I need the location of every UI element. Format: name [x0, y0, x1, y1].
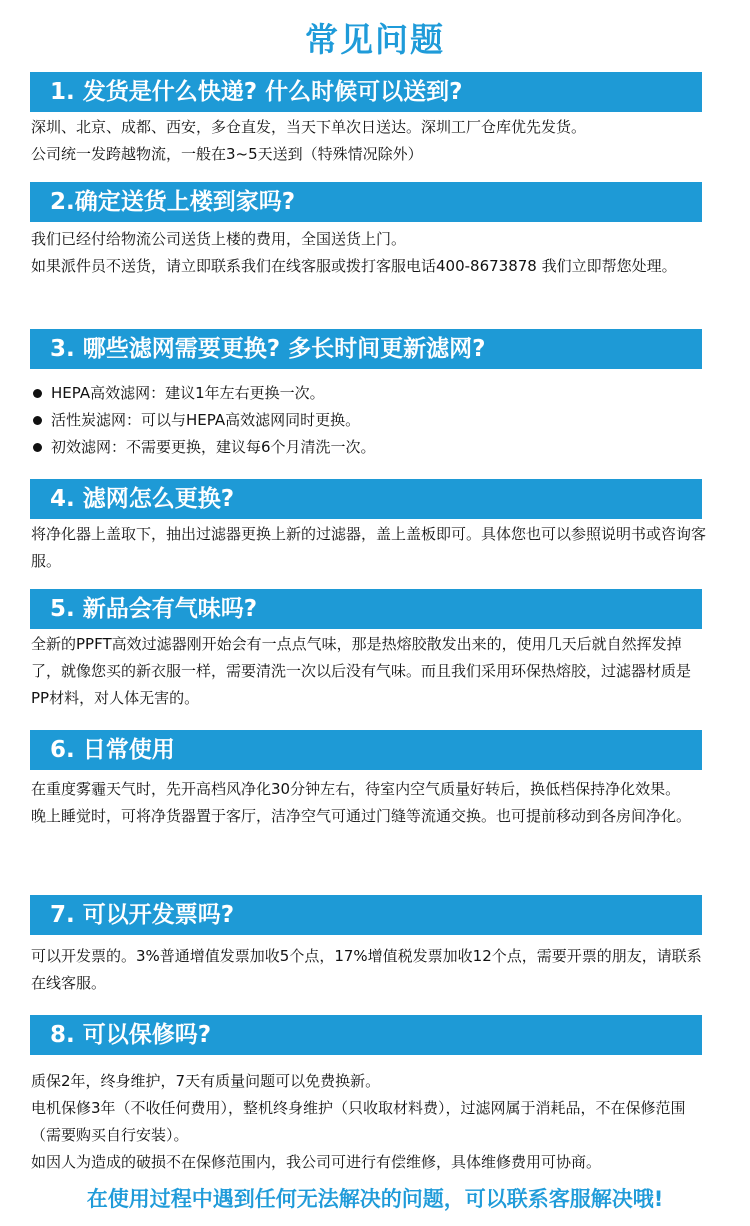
filter-item-text: 活性炭滤网：可以与HEPA高效滤网同时更换。 [51, 411, 361, 429]
faq-4-line-1: 将净化器上盖取下，抽出过滤器更换上新的过滤器，盖上盖板即可。具体您也可以参照说明书或咨询客服。 [31, 525, 707, 570]
faq-7-answer [31, 943, 706, 997]
filter-item-text: HEPA高效滤网：建议1年左右更换一次。 [51, 384, 325, 402]
faq-7-line-1: 可以开发票的。3%普通增值发票加收5个点，17%增值税发票加收12个点，需要开票的朋友，请联系在线客服。 [31, 947, 702, 992]
footer-contact-note: 在使用过程中遇到任何无法解决的问题，可以联系客服解决哦! [86, 1187, 664, 1211]
faq-8-answer [31, 1068, 706, 1176]
faq-2-line-1: 我们已经付给物流公司送货上楼的费用，全国送货上门。 [31, 230, 407, 248]
faq-8-header: 8. 可以保修吗? [30, 1015, 702, 1055]
faq-4-header: 4. 滤网怎么更换? [30, 479, 702, 519]
faq-2-header: 2.确定送货上楼到家吗? [30, 182, 702, 222]
faq-8-line-3: 如因人为造成的破损不在保修范围内，我公司可进行有偿维修，具体维修费用可协商。 [31, 1153, 602, 1171]
faq-6-line-2: 晚上睡觉时，可将净货器置于客厅，洁净空气可通过门缝等流通交换。也可提前移动到各房间净化。 [31, 807, 692, 825]
faq-3-header: 3. 哪些滤网需要更换? 多长时间更新滤网? [30, 329, 702, 369]
filter-item-primary [31, 434, 706, 461]
bullet-icon [33, 389, 42, 398]
faq-5-header: 5. 新品会有气味吗? [30, 589, 702, 629]
faq-6-header: 6. 日常使用 [30, 730, 702, 770]
faq-1-header: 1. 发货是什么快递? 什么时候可以送到? [30, 72, 702, 112]
faq-4-answer [31, 521, 706, 575]
faq-8-line-1: 质保2年，终身维护，7天有质量问题可以免费换新。 [31, 1072, 381, 1090]
filter-list [31, 380, 706, 461]
faq-3-answer [31, 380, 706, 461]
filter-item-text: 初效滤网：不需要更换，建议每6个月清洗一次。 [51, 438, 376, 456]
bullet-icon [33, 416, 42, 425]
faq-2-line-2: 如果派件员不送货，请立即联系我们在线客服或拨打客服电话400-8673878 我们立即帮您处理。 [31, 257, 677, 275]
faq-1-line-1: 深圳、北京、成都、西安，多仓直发，当天下单次日送达。深圳工厂仓库优先发货。 [31, 118, 587, 136]
faq-8-line-2: 电机保修3年（不收任何费用），整机终身维护（只收取材料费），过滤网属于消耗品，不在保修范围（需要购买自行安装）。 [31, 1099, 686, 1144]
page-title: 常见问题 [305, 20, 445, 59]
faq-2-answer [31, 226, 706, 280]
bullet-icon [33, 443, 42, 452]
filter-item-hepa [31, 380, 706, 407]
faq-5-line-1: 全新的PPFT高效过滤器刚开始会有一点点气味，那是热熔胶散发出来的，使用几天后就自然挥发掉了，就像您买的新衣服一样，需要清洗一次以后没有气味。而且我们采用环保热熔胶，过滤器材质是PP材料，对人体无害的。 [31, 635, 692, 707]
filter-item-carbon [31, 407, 706, 434]
faq-1-line-2: 公司统一发跨越物流，一般在3~5天送到（特殊情况除外） [31, 145, 423, 163]
faq-5-answer [31, 631, 706, 712]
faq-6-line-1: 在重度雾霾天气时，先开高档风净化30分钟左右，待室内空气质量好转后，换低档保持净化效果。 [31, 780, 681, 798]
faq-1-answer [31, 114, 706, 168]
faq-6-answer [31, 776, 706, 830]
faq-7-header: 7. 可以开发票吗? [30, 895, 702, 935]
